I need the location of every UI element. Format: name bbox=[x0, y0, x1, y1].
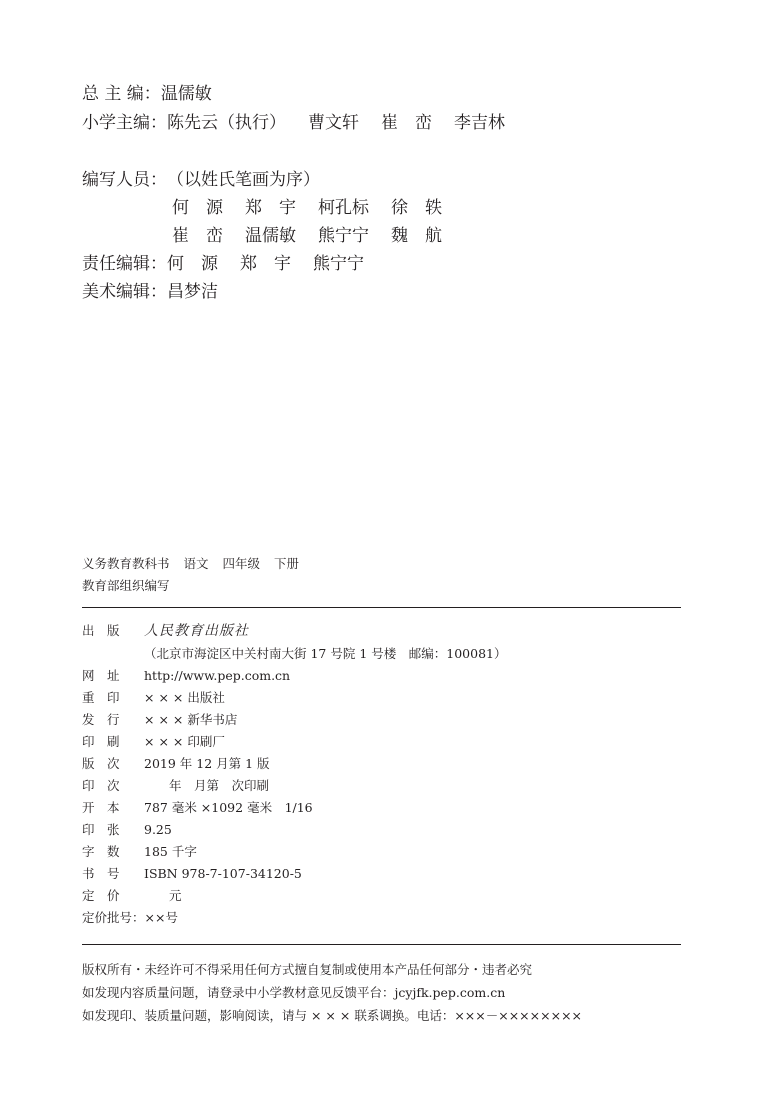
info-value: × × × 印刷厂 bbox=[144, 734, 225, 749]
info-value: × × × 新华书店 bbox=[144, 712, 238, 727]
publisher-logo: 人民教育出版社 bbox=[144, 623, 249, 639]
info-label: 定 价 bbox=[82, 888, 120, 903]
book-subject: 语文 bbox=[183, 556, 209, 571]
primary-editor-name: 崔 峦 bbox=[381, 113, 432, 133]
book-volume: 下册 bbox=[274, 556, 300, 571]
content-feedback-notice: 如发现内容质量问题，请登录中小学教材意见反馈平台：jcyjfk.pep.com.cn bbox=[82, 985, 506, 1000]
primary-editor-label: 小学主编： bbox=[82, 113, 167, 133]
info-value: 2019 年 12 月第 1 版 bbox=[144, 756, 270, 771]
info-value: 787 毫米 ×1092 毫米 1/16 bbox=[144, 800, 313, 815]
info-label: 出 版 bbox=[82, 623, 120, 638]
website-url: http://www.pep.com.cn bbox=[144, 668, 291, 683]
responsible-editor-name: 郑 宇 bbox=[240, 254, 291, 274]
info-label: 印 次 bbox=[82, 778, 120, 793]
primary-editor-name: 陈先云（执行） bbox=[167, 113, 286, 133]
book-series: 义务教育教科书 bbox=[82, 556, 170, 571]
info-value: × × × 出版社 bbox=[144, 690, 225, 705]
info-label: 定价批号： bbox=[82, 910, 145, 925]
print-quality-notice: 如发现印、装质量问题，影响阅读，请与 × × × 联系调换。电话：×××－×××××××× bbox=[82, 1008, 583, 1023]
primary-editor-name: 李吉林 bbox=[454, 113, 505, 133]
info-label: 开 本 bbox=[82, 800, 120, 815]
info-row-format bbox=[82, 799, 313, 817]
writer-name: 崔 峦 bbox=[172, 226, 223, 246]
responsible-editor-name: 何 源 bbox=[167, 254, 218, 274]
info-row-printer bbox=[82, 733, 225, 751]
writer-name: 温儒敏 bbox=[245, 226, 296, 246]
price-value: 元 bbox=[144, 888, 182, 903]
responsible-editor-label: 责任编辑： bbox=[82, 254, 167, 274]
isbn-value: ISBN 978-7-107-34120-5 bbox=[144, 866, 302, 881]
info-row-sheets bbox=[82, 821, 172, 839]
info-row-isbn bbox=[82, 865, 302, 883]
info-row-edition bbox=[82, 755, 270, 773]
info-label: 网 址 bbox=[82, 668, 120, 683]
info-row-reprint bbox=[82, 689, 225, 707]
writer-name: 熊宁宁 bbox=[318, 226, 369, 246]
writer-name: 郑 宇 bbox=[245, 198, 296, 218]
info-row-publisher bbox=[82, 622, 249, 640]
writer-name: 徐 轶 bbox=[391, 198, 442, 218]
chief-editor-line bbox=[82, 82, 212, 106]
info-row-address bbox=[82, 645, 506, 663]
writer-name: 柯孔标 bbox=[318, 198, 369, 218]
writers-row bbox=[172, 196, 464, 220]
info-label: 发 行 bbox=[82, 712, 120, 727]
book-title bbox=[82, 554, 682, 574]
primary-editor-line bbox=[82, 111, 527, 135]
chief-editor-name: 温儒敏 bbox=[160, 84, 212, 104]
publisher-address: （北京市海淀区中关村南大街 17 号院 1 号楼 邮编：100081） bbox=[144, 646, 507, 661]
info-row-wordcount bbox=[82, 843, 197, 861]
writers-row bbox=[172, 224, 464, 248]
art-editor-line bbox=[82, 280, 218, 304]
divider bbox=[82, 944, 681, 945]
writers-line bbox=[82, 168, 320, 192]
art-editor-name: 昌梦洁 bbox=[167, 282, 218, 302]
info-row-website bbox=[82, 667, 290, 685]
info-row-distribution bbox=[82, 711, 237, 729]
book-title-block bbox=[82, 554, 682, 596]
writer-name: 何 源 bbox=[172, 198, 223, 218]
responsible-editor-name: 熊宁宁 bbox=[313, 254, 364, 274]
divider bbox=[82, 607, 681, 608]
art-editor-label: 美术编辑： bbox=[82, 282, 167, 302]
copyright-notice: 版权所有・未经许可不得采用任何方式擅自复制或使用本产品任何部分・违者必究 bbox=[82, 962, 533, 977]
book-grade: 四年级 bbox=[222, 556, 261, 571]
info-label: 印 张 bbox=[82, 822, 120, 837]
info-label: 版 次 bbox=[82, 756, 120, 771]
writer-name: 魏 航 bbox=[391, 226, 442, 246]
chief-editor-label: 总 主 编： bbox=[82, 84, 161, 104]
info-value: 185 千字 bbox=[144, 844, 197, 859]
primary-editor-name: 曹文轩 bbox=[308, 113, 359, 133]
info-row-printing bbox=[82, 777, 269, 795]
info-label: 字 数 bbox=[82, 844, 120, 859]
info-label: 书 号 bbox=[82, 866, 120, 881]
info-value: ××号 bbox=[144, 910, 178, 925]
writers-label: 编写人员： bbox=[82, 170, 167, 190]
book-organizer: 教育部组织编写 bbox=[82, 578, 170, 593]
info-value: 年 月第 次印刷 bbox=[144, 778, 270, 793]
info-label: 重 印 bbox=[82, 690, 120, 705]
info-row-price-approval bbox=[82, 909, 178, 927]
info-label: 印 刷 bbox=[82, 734, 120, 749]
info-value: 9.25 bbox=[144, 822, 172, 837]
responsible-editor-line bbox=[82, 252, 386, 276]
writers-note: （以姓氏笔画为序） bbox=[167, 170, 320, 190]
info-row-price bbox=[82, 887, 182, 905]
